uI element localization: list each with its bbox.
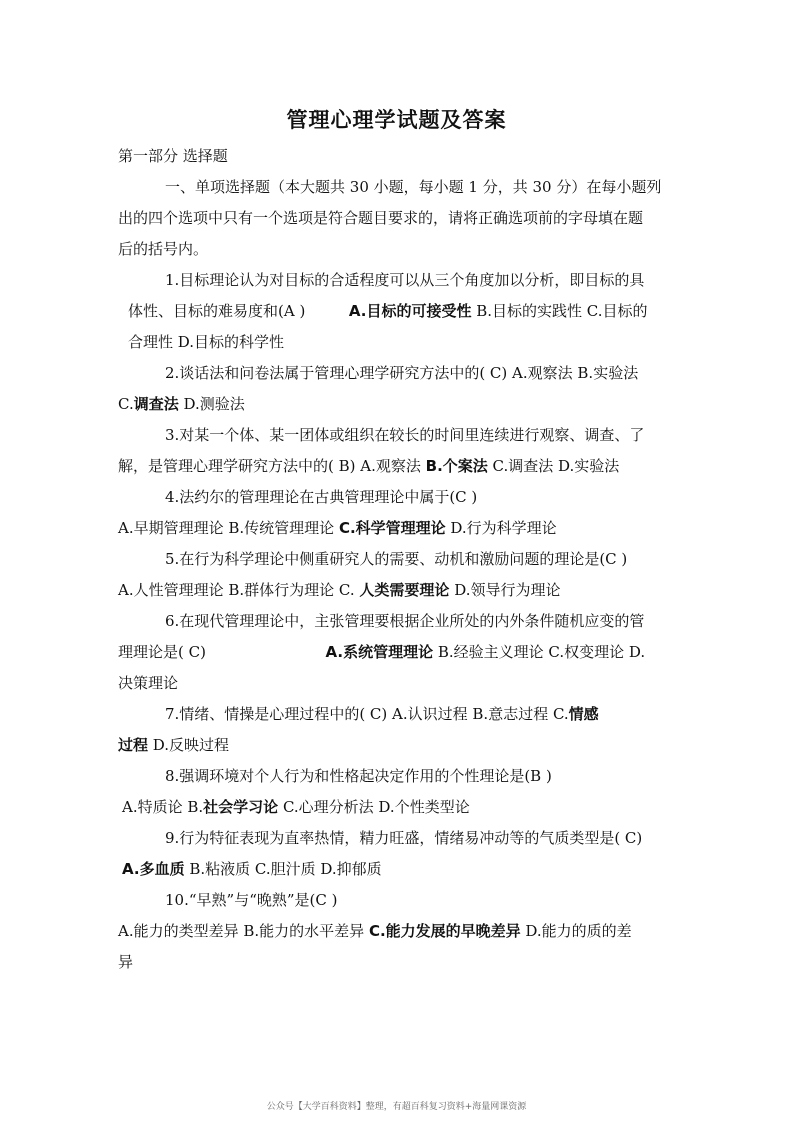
question-7-line [118,735,229,755]
question-9-line: 9.行为特征表现为直率热情，精力旺盛，情绪易冲动等的气质类型是( C) [165,829,643,847]
question-8-line: 8.强调环境对个人行为和性格起决定作用的个性理论是(B ) [165,767,552,785]
question-text: C. [118,395,134,413]
answer-highlight: A.多血质 [122,860,185,878]
question-1-line: 1.目标理论认为对目标的合适程度可以从三个角度加以分析，即目标的具 [165,271,645,289]
section-heading: 第一部分 选择题 [118,147,228,165]
question-10-line [118,921,632,941]
question-5-line [118,580,560,600]
question-text: A.特质论 B. [122,798,204,816]
question-4-line [118,518,557,538]
answer-highlight: C.能力发展的早晚差异 [368,922,521,940]
question-8-line [122,797,470,817]
question-text: A.能力的类型差异 B.能力的水平差异 [118,922,369,940]
question-text: D.能力的质的差 [520,922,632,940]
footer-watermark: 公众号【大学百科资料】整理，有超百科复习资料+海量网课资源 [266,1102,527,1112]
answer-highlight: 情感 [568,705,599,723]
question-text: D.测验法 [178,395,245,413]
answer-highlight: 社会学习论 [203,798,279,816]
question-4-line: 4.法约尔的管理理论在古典管理理论中属于(C ) [165,488,478,506]
question-6-line: 决策理论 [118,674,179,692]
question-10-line: 异 [118,953,134,971]
question-text: D.领导行为理论 [449,581,561,599]
question-text: 7.情绪、情操是心理过程中的( C) A.认识过程 B.意志过程 C. [165,705,569,723]
question-text: B.粘液质 C.胆汁质 D.抑郁质 [184,860,382,878]
question-text: 解，是管理心理学研究方法中的( B) A.观察法 [118,457,426,475]
question-2-line: 2.谈话法和问卷法属于管理心理学研究方法中的( C) A.观察法 B.实验法 [165,364,639,382]
question-text: B.目标的实践性 C.目标的 [476,302,648,320]
answer-highlight: C.科学管理理论 [338,519,446,537]
question-1-line [128,301,648,321]
question-2-line [118,394,245,414]
answer-highlight: 人类需要理论 [359,581,450,599]
answer-highlight: 调查法 [133,395,179,413]
question-text: A.早期管理理论 B.传统管理理论 [118,519,339,537]
answer-highlight: A.目标的可接受性 [348,302,472,320]
question-text: B.经验主义理论 C.权变理论 D. [433,643,646,661]
answer-highlight: A.系统管理理论 [325,643,434,661]
question-text: D.反映过程 [148,736,230,754]
question-text: A.人性管理理论 B.群体行为理论 C. [118,581,360,599]
instructions-line: 出的四个选项中只有一个选项是符合题目要求的，请将正确选项前的字母填在题 [118,209,644,227]
question-7-line [165,704,599,724]
question-text: D.行为科学理论 [445,519,557,537]
instructions-line: 后的括号内。 [118,240,209,258]
question-3-line: 3.对某一个体、某一团体或组织在较长的时间里连续进行观察、调查、了 [165,426,645,444]
answer-highlight: B.个案法 [425,457,488,475]
question-6-line [118,642,645,662]
page-title: 管理心理学试题及答案 [286,108,507,132]
question-text: C.调查法 D.实验法 [487,457,620,475]
question-text: 体性、目标的难易度和(A ) [128,302,306,320]
question-9-line [122,859,382,879]
answer-highlight: 过程 [118,736,149,754]
question-6-line: 6.在现代管理理论中，主张管理要根据企业所处的内外条件随机应变的管 [165,612,645,630]
question-3-line [118,456,619,476]
question-text: 理理论是( C) [118,643,206,661]
question-1-line: 合理性 D.目标的科学性 [128,333,285,351]
question-10-line: 10.“早熟”与“晚熟”是(C ) [165,891,338,909]
instructions-line: 一、单项选择题（本大题共 30 小题，每小题 1 分，共 30 分）在每小题列 [165,178,662,196]
question-5-line: 5.在行为科学理论中侧重研究人的需要、动机和激励问题的理论是(C ) [165,550,628,568]
question-text: C.心理分析法 D.个性类型论 [278,798,470,816]
